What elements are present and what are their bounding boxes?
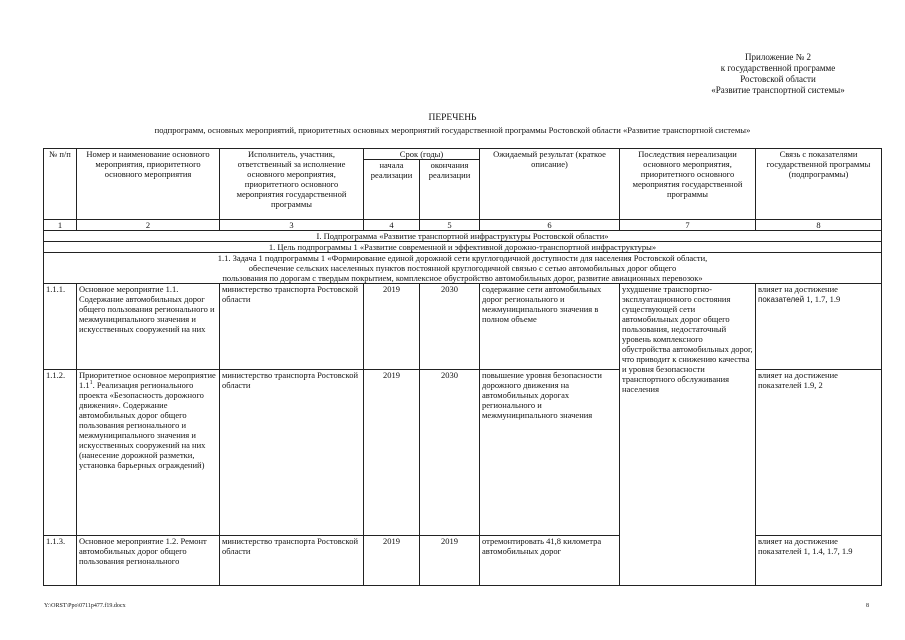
row-end: 2030 [420,370,480,536]
row-start: 2019 [364,370,420,536]
row-consequences: ухудшение транспортно-эксплуатационного состояния существующей сети автомобильных дорог общего пользования, недостаточный уровень комплексного обустройства автомобильных дорог, что приводит к снижению качества и уровня безопасности транспортного обслуживания населения [620,284,756,586]
header-end: окончания реализации [420,160,480,220]
column-number: 5 [420,220,480,231]
document-subtitle: подпрограмм, основных мероприятий, приоритетных основных мероприятий государственной программы Ростовской области «Развитие транспортной системы» [154,125,751,135]
goal-title: 1. Цель подпрограммы 1 «Развитие современной и эффективной дорожно-транспортной инфраструктуры» [44,242,882,253]
appendix-line: к государственной программе [720,63,836,73]
column-number: 4 [364,220,420,231]
table-row [44,284,882,370]
row-executor: министерство транспорта Ростовской области [220,370,364,536]
header-executor: Исполнитель, участник, ответственный за исполнение основного мероприятия, приоритетного основного мероприятия государственной программы [220,149,364,220]
goal-row [44,242,882,253]
link-prefix: влияет на достижение [758,284,838,294]
row-result: повышение уровня безопасности дорожного движения на автомобильных дорогах регионального и межмуниципального значения [480,370,620,536]
footer-file-path: Y:\ORST\Ppo\0711p477.f19.docx [44,603,126,609]
row-executor: министерство транспорта Ростовской области [220,536,364,586]
document-title: ПЕРЕЧЕНЬ [428,113,477,123]
header-start: начала реализации [364,160,420,220]
row-num: 1.1.3. [44,536,77,586]
section-row [44,231,882,242]
header-term: Срок (годы) [364,149,480,160]
column-number: 7 [620,220,756,231]
row-end: 2030 [420,284,480,370]
program-table [43,148,882,586]
row-link [756,284,882,370]
column-number: 1 [44,220,77,231]
row-num: 1.1.2. [44,370,77,536]
row-link: влияет на достижение показателей 1.9, 2 [756,370,882,536]
link-sans: показателей [758,295,805,304]
row-start: 2019 [364,284,420,370]
footnote-mark: 1 [89,380,93,387]
table-row [44,536,882,586]
row-name [77,370,220,536]
appendix-line: «Развитие транспортной системы» [711,85,845,95]
task-line: обеспечение сельских населенных пунктов постоянной круглогодичной связью с сетью автомобильных дорог общего [248,263,677,273]
row-result: отремонтировать 41,8 километра автомобильных дорог [480,536,620,586]
column-number: 6 [480,220,620,231]
page-number: 8 [866,603,869,609]
row-end: 2019 [420,536,480,586]
row-start: 2019 [364,536,420,586]
name-part: Приоритетное основное мероприятие 1.1 [79,370,216,390]
section-title: I. Подпрограмма «Развитие транспортной инфраструктуры Ростовской области» [44,231,882,242]
row-num: 1.1.1. [44,284,77,370]
column-number: 3 [220,220,364,231]
link-suffix: 1, 1.7, 1.9 [804,294,841,304]
header-name: Номер и наименование основного мероприятия, приоритетного основного мероприятия [77,149,220,220]
appendix-block [680,52,876,96]
task-line: пользования по дорогам с твердым покрытием, комплексное обустройство автомобильных дорог, развитие авиационных перевозок» [222,273,703,283]
header-consequences: Последствия нереализации основного мероприятия, приоритетного основного мероприятия государственной программы [620,149,756,220]
header-row [44,149,882,160]
header-link: Связь с показателями государственной программы (подпрограммы) [756,149,882,220]
row-result: содержание сети автомобильных дорог регионального и межмуниципального значения в полном объеме [480,284,620,370]
appendix-line: Ростовской области [740,74,816,84]
appendix-line: Приложение № 2 [745,52,811,62]
column-number: 8 [756,220,882,231]
row-executor: министерство транспорта Ростовской области [220,284,364,370]
row-link: влияет на достижение показателей 1, 1.4, 1.7, 1.9 [756,536,882,586]
row-name: Основное мероприятие 1.1. Содержание автомобильных дорог общего пользования регионального и межмуниципального значения и искусственных сооружений на них [77,284,220,370]
header-num: № п/п [44,149,77,220]
task-line: 1.1. Задача 1 подпрограммы 1 «Формирование единой дорожной сети круглогодичной доступности для населения Ростовской области, [217,253,708,263]
row-name: Основное мероприятие 1.2. Ремонт автомобильных дорог общего пользования регионального [77,536,220,586]
task-row [44,253,882,284]
table-row [44,370,882,536]
header-result: Ожидаемый результат (краткое описание) [480,149,620,220]
task-title [44,253,882,284]
name-part: . Реализация регионального проекта «Безопасность дорожного движения». Содержание автомобильных дорог общего пользования регионального и межмуниципального значения и искусственных сооружений на них (нанесение дорожной разметки, установка барьерных ограждений) [79,380,206,470]
column-number-row [44,220,882,231]
column-number: 2 [77,220,220,231]
